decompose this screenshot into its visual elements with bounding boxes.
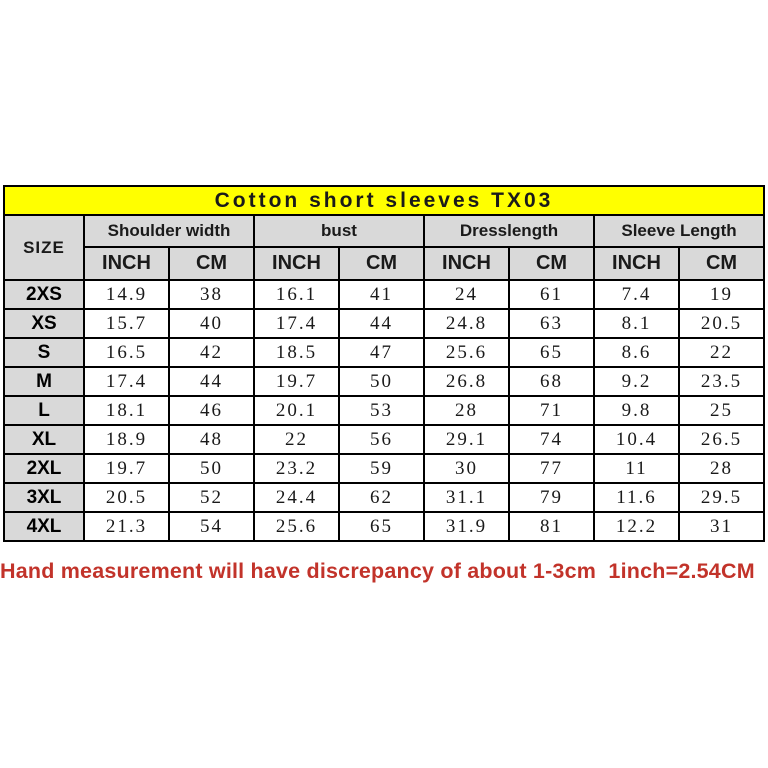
- value-cell: 10.4: [594, 425, 679, 454]
- value-cell: 18.1: [84, 396, 169, 425]
- group-header-row: [4, 215, 764, 247]
- size-cell: 3XL: [4, 483, 84, 512]
- value-cell: 65: [339, 512, 424, 541]
- measurement-note: Hand measurement will have discrepancy of about 1-3cm 1inch=2.54CM: [0, 559, 755, 583]
- size-chart-table: [3, 185, 765, 542]
- value-cell: 23.5: [679, 367, 764, 396]
- value-cell: 11: [594, 454, 679, 483]
- value-cell: 17.4: [84, 367, 169, 396]
- table-row: [4, 454, 764, 483]
- value-cell: 16.1: [254, 280, 339, 309]
- value-cell: 59: [339, 454, 424, 483]
- value-cell: 24: [424, 280, 509, 309]
- unit-header-row: [4, 247, 764, 280]
- group-header-dresslength: Dresslength: [424, 215, 594, 247]
- table-row: [4, 367, 764, 396]
- value-cell: 81: [509, 512, 594, 541]
- unit-header-cm: CM: [169, 247, 254, 280]
- value-cell: 20.5: [679, 309, 764, 338]
- value-cell: 54: [169, 512, 254, 541]
- value-cell: 24.8: [424, 309, 509, 338]
- value-cell: 19: [679, 280, 764, 309]
- size-cell: XL: [4, 425, 84, 454]
- unit-header-inch: INCH: [424, 247, 509, 280]
- size-table-body: [4, 280, 764, 541]
- value-cell: 28: [679, 454, 764, 483]
- unit-header-inch: INCH: [254, 247, 339, 280]
- value-cell: 74: [509, 425, 594, 454]
- value-cell: 63: [509, 309, 594, 338]
- value-cell: 25.6: [254, 512, 339, 541]
- value-cell: 62: [339, 483, 424, 512]
- group-header-sleeve-length: Sleeve Length: [594, 215, 764, 247]
- unit-header-inch: INCH: [84, 247, 169, 280]
- value-cell: 19.7: [84, 454, 169, 483]
- value-cell: 20.1: [254, 396, 339, 425]
- value-cell: 20.5: [84, 483, 169, 512]
- value-cell: 21.3: [84, 512, 169, 541]
- size-column-header: SIZE: [4, 215, 84, 280]
- table-row: [4, 338, 764, 367]
- value-cell: 8.1: [594, 309, 679, 338]
- value-cell: 12.2: [594, 512, 679, 541]
- value-cell: 23.2: [254, 454, 339, 483]
- value-cell: 9.2: [594, 367, 679, 396]
- value-cell: 40: [169, 309, 254, 338]
- table-row: [4, 396, 764, 425]
- value-cell: 50: [169, 454, 254, 483]
- table-row: [4, 280, 764, 309]
- value-cell: 53: [339, 396, 424, 425]
- value-cell: 44: [169, 367, 254, 396]
- size-cell: L: [4, 396, 84, 425]
- value-cell: 48: [169, 425, 254, 454]
- value-cell: 42: [169, 338, 254, 367]
- value-cell: 47: [339, 338, 424, 367]
- value-cell: 26.8: [424, 367, 509, 396]
- table-title: Cotton short sleeves TX03: [4, 186, 764, 215]
- value-cell: 29.5: [679, 483, 764, 512]
- value-cell: 25: [679, 396, 764, 425]
- value-cell: 65: [509, 338, 594, 367]
- value-cell: 61: [509, 280, 594, 309]
- value-cell: 46: [169, 396, 254, 425]
- value-cell: 31.9: [424, 512, 509, 541]
- size-cell: 2XL: [4, 454, 84, 483]
- value-cell: 15.7: [84, 309, 169, 338]
- value-cell: 18.5: [254, 338, 339, 367]
- value-cell: 17.4: [254, 309, 339, 338]
- table-row: [4, 512, 764, 541]
- size-cell: 2XS: [4, 280, 84, 309]
- value-cell: 29.1: [424, 425, 509, 454]
- value-cell: 31: [679, 512, 764, 541]
- table-row: [4, 309, 764, 338]
- value-cell: 30: [424, 454, 509, 483]
- size-cell: M: [4, 367, 84, 396]
- value-cell: 28: [424, 396, 509, 425]
- value-cell: 7.4: [594, 280, 679, 309]
- value-cell: 31.1: [424, 483, 509, 512]
- value-cell: 19.7: [254, 367, 339, 396]
- value-cell: 52: [169, 483, 254, 512]
- value-cell: 50: [339, 367, 424, 396]
- value-cell: 24.4: [254, 483, 339, 512]
- group-header-shoulder-width: Shoulder width: [84, 215, 254, 247]
- value-cell: 56: [339, 425, 424, 454]
- value-cell: 38: [169, 280, 254, 309]
- size-cell: 4XL: [4, 512, 84, 541]
- value-cell: 26.5: [679, 425, 764, 454]
- value-cell: 11.6: [594, 483, 679, 512]
- value-cell: 71: [509, 396, 594, 425]
- value-cell: 25.6: [424, 338, 509, 367]
- value-cell: 41: [339, 280, 424, 309]
- value-cell: 8.6: [594, 338, 679, 367]
- title-row: [4, 186, 764, 215]
- group-header-bust: bust: [254, 215, 424, 247]
- unit-header-cm: CM: [679, 247, 764, 280]
- value-cell: 14.9: [84, 280, 169, 309]
- size-cell: S: [4, 338, 84, 367]
- value-cell: 44: [339, 309, 424, 338]
- unit-header-cm: CM: [339, 247, 424, 280]
- value-cell: 79: [509, 483, 594, 512]
- value-cell: 77: [509, 454, 594, 483]
- value-cell: 22: [254, 425, 339, 454]
- unit-header-inch: INCH: [594, 247, 679, 280]
- value-cell: 22: [679, 338, 764, 367]
- value-cell: 18.9: [84, 425, 169, 454]
- size-cell: XS: [4, 309, 84, 338]
- value-cell: 16.5: [84, 338, 169, 367]
- table-row: [4, 483, 764, 512]
- unit-header-cm: CM: [509, 247, 594, 280]
- value-cell: 68: [509, 367, 594, 396]
- table-row: [4, 425, 764, 454]
- value-cell: 9.8: [594, 396, 679, 425]
